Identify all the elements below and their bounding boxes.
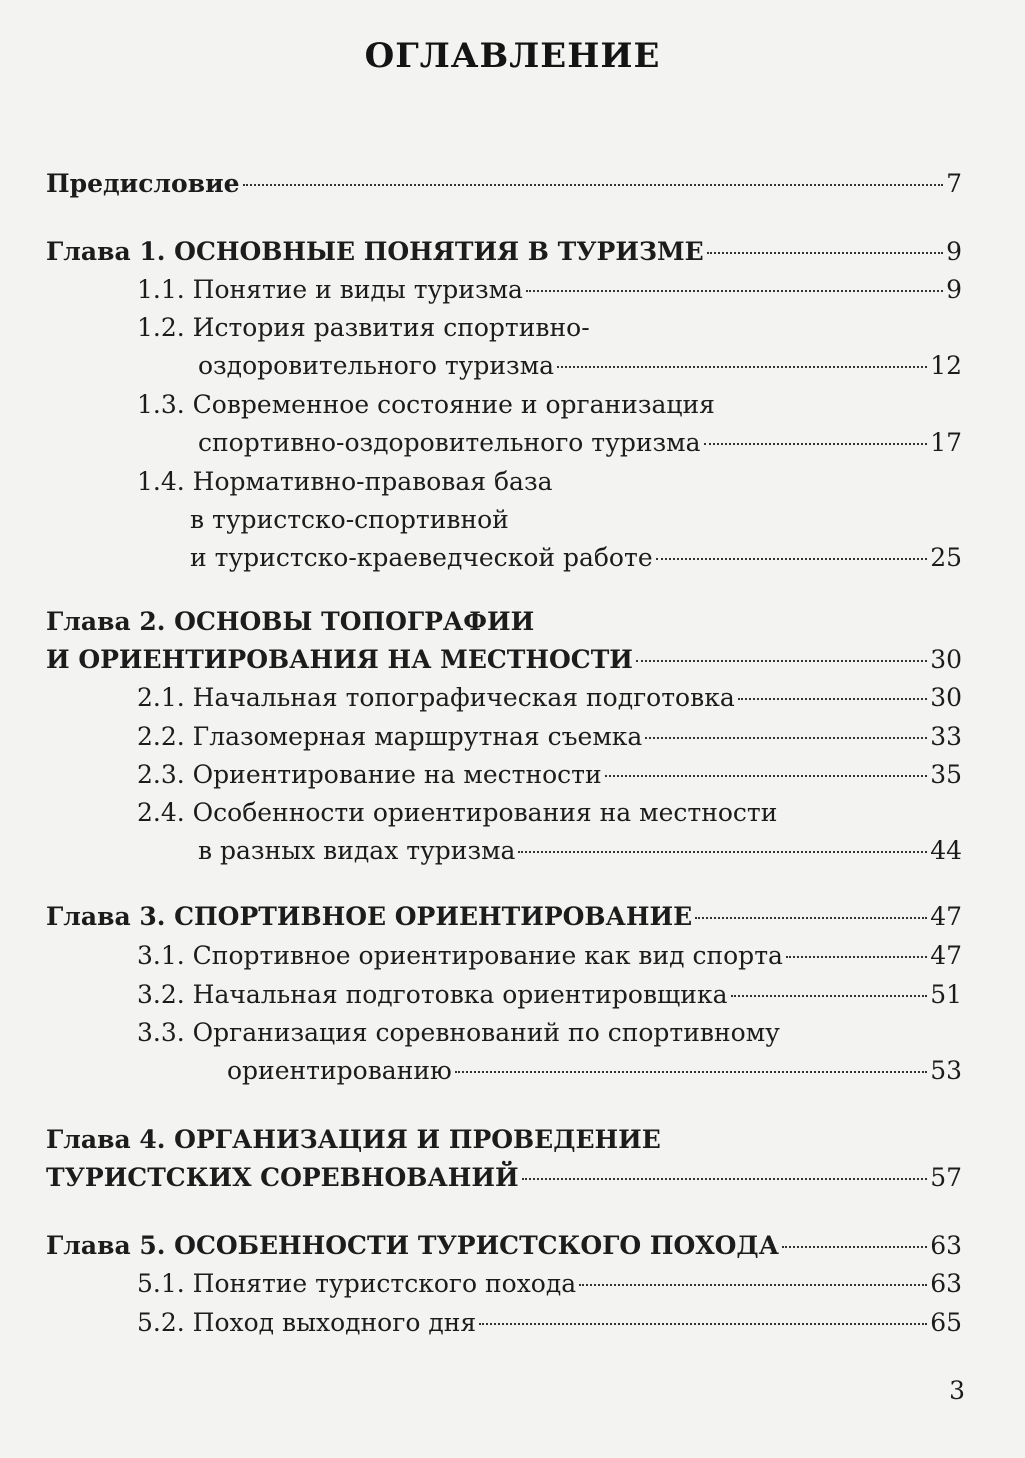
toc-page-number: 44	[930, 836, 962, 865]
toc-entry-title: 5.1. Понятие туристского похода	[137, 1269, 577, 1298]
toc-page-number: 12	[930, 351, 962, 380]
page-number: 3	[949, 1376, 965, 1405]
dot-leader	[656, 558, 928, 560]
toc-entry-title: 5.2. Поход выходного дня	[137, 1308, 477, 1337]
toc-entry-title: в туристско-спортивной	[190, 505, 509, 534]
toc-entry-line	[137, 797, 962, 828]
toc-page-number: 30	[930, 683, 962, 712]
toc-entry	[46, 1162, 962, 1193]
dot-leader	[786, 956, 927, 958]
toc-entry-line	[137, 312, 962, 343]
toc-entry	[198, 427, 962, 458]
toc-entry	[137, 940, 962, 971]
toc-entry-title: Предисловие	[46, 169, 240, 198]
dot-leader	[579, 1284, 927, 1286]
toc-page-number: 53	[930, 1056, 962, 1085]
toc-entry	[46, 168, 962, 199]
toc-entry-line	[137, 466, 962, 497]
toc-entry	[46, 1230, 962, 1261]
toc-entry	[227, 1055, 962, 1086]
dot-leader	[782, 1246, 927, 1248]
toc-page-number: 7	[946, 169, 962, 198]
toc-entry-line	[46, 1124, 962, 1155]
toc-entry-title: и туристско-краеведческой работе	[190, 543, 653, 572]
toc-page-number: 47	[930, 902, 962, 931]
toc-page-number: 9	[946, 237, 962, 266]
toc-page-number: 65	[930, 1308, 962, 1337]
toc-entry	[137, 682, 962, 713]
toc-entry	[137, 274, 962, 305]
toc-entry	[46, 644, 962, 675]
toc-entry	[198, 350, 962, 381]
toc-entry-title: 1.3. Современное состояние и организация	[137, 390, 715, 419]
toc-page-number: 51	[930, 980, 962, 1009]
toc-page-number: 57	[930, 1163, 962, 1192]
toc-entry-title: И ОРИЕНТИРОВАНИЯ НА МЕСТНОСТИ	[46, 645, 633, 674]
toc-entry-title: 2.3. Ориентирование на местности	[137, 760, 602, 789]
dot-leader	[243, 184, 944, 186]
toc-entry-title: Глава 5. ОСОБЕННОСТИ ТУРИСТСКОГО ПОХОДА	[46, 1231, 779, 1260]
toc-entry-title: 3.1. Спортивное ориентирование как вид спорта	[137, 941, 783, 970]
dot-leader	[645, 737, 927, 739]
toc-entry-title: Глава 4. ОРГАНИЗАЦИЯ И ПРОВЕДЕНИЕ	[46, 1125, 661, 1154]
toc-entry-title: Глава 1. ОСНОВНЫЕ ПОНЯТИЯ В ТУРИЗМЕ	[46, 237, 704, 266]
dot-leader	[707, 252, 943, 254]
toc-page-number: 47	[930, 941, 962, 970]
toc-entry	[137, 721, 962, 752]
dot-leader	[522, 1178, 928, 1180]
toc-entry	[137, 979, 962, 1010]
dot-leader	[731, 995, 928, 997]
dot-leader	[526, 290, 943, 292]
toc-entry	[198, 835, 962, 866]
toc-entry-title: ТУРИСТСКИХ СОРЕВНОВАНИЙ	[46, 1163, 519, 1192]
dot-leader	[518, 851, 927, 853]
dot-leader	[695, 917, 927, 919]
toc-page-number: 30	[930, 645, 962, 674]
toc-entry-line	[46, 606, 962, 637]
toc-entry-title: Глава 3. СПОРТИВНОЕ ОРИЕНТИРОВАНИЕ	[46, 902, 693, 931]
toc-page-number: 63	[930, 1231, 962, 1260]
toc-entry	[190, 542, 962, 573]
toc-entry	[137, 759, 962, 790]
toc-page-number: 35	[930, 760, 962, 789]
dot-leader	[636, 660, 927, 662]
toc-entry-title: 3.2. Начальная подготовка ориентировщика	[137, 980, 728, 1009]
toc-page-number: 17	[930, 428, 962, 457]
dot-leader	[455, 1071, 927, 1073]
toc-entry-title: 2.1. Начальная топографическая подготовка	[137, 683, 735, 712]
toc-entry	[137, 1307, 962, 1338]
toc-entry	[46, 901, 962, 932]
toc-entry-title: 2.4. Особенности ориентирования на местности	[137, 798, 778, 827]
toc-page-number: 9	[946, 275, 962, 304]
toc-entry-title: 2.2. Глазомерная маршрутная съемка	[137, 722, 643, 751]
toc-page-number: 25	[930, 543, 962, 572]
toc-entry	[46, 236, 962, 267]
toc-entry-title: в разных видах туризма	[198, 836, 516, 865]
toc-entry-title: спортивно-оздоровительного туризма	[198, 428, 701, 457]
toc-entry-title: Глава 2. ОСНОВЫ ТОПОГРАФИИ	[46, 607, 535, 636]
dot-leader	[704, 443, 928, 445]
dot-leader	[605, 775, 928, 777]
toc-entry-title: 1.1. Понятие и виды туризма	[137, 275, 523, 304]
toc-entry-line	[137, 389, 962, 420]
dot-leader	[738, 698, 927, 700]
toc-entry-title: оздоровительного туризма	[198, 351, 555, 380]
toc-entry-title: 3.3. Организация соревнований по спортивному	[137, 1018, 780, 1047]
toc-entry-line	[137, 1017, 962, 1048]
toc-entry-title: 1.2. История развития спортивно-	[137, 313, 590, 342]
toc-page-number: 33	[930, 722, 962, 751]
toc-entry-line	[190, 504, 962, 535]
toc-entry-title: ориентированию	[227, 1056, 452, 1085]
toc-page-number: 63	[930, 1269, 962, 1298]
toc-entry-title: 1.4. Нормативно-правовая база	[137, 467, 553, 496]
dot-leader	[479, 1323, 927, 1325]
page-title: ОГЛАВЛЕНИЕ	[364, 36, 661, 76]
toc-entry	[137, 1268, 962, 1299]
dot-leader	[557, 366, 927, 368]
